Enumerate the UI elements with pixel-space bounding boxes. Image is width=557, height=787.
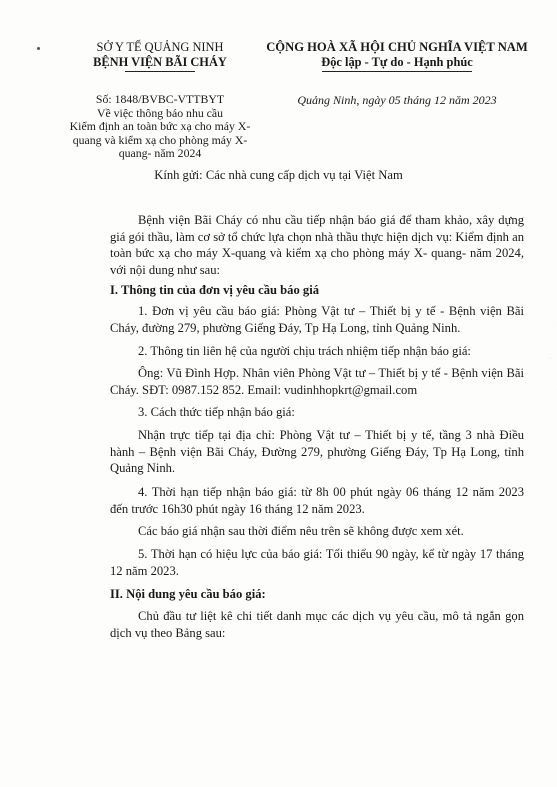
national-header xyxy=(262,40,532,72)
document-reference xyxy=(62,93,258,161)
department-name: SỞ Y TẾ QUẢNG NINH xyxy=(96,40,224,54)
greeting: Kính gửi: Các nhà cung cấp dịch vụ tại Việt Nam xyxy=(154,168,403,182)
stamp-edge xyxy=(543,322,557,392)
item-5: 5. Thời hạn có hiệu lực của báo giá: Tối thiểu 90 ngày, kể từ ngày 17 tháng 12 năm 2023. xyxy=(110,547,524,578)
country-name: CỘNG HOÀ XÃ HỘI CHỦ NGHĨA VIỆT NAM xyxy=(266,40,528,54)
svg-text:·: · xyxy=(549,355,552,362)
item-4-note: Các báo giá nhận sau thời điểm nêu trên sẽ không được xem xét. xyxy=(138,524,464,538)
item-3-detail: Nhận trực tiếp tại địa chỉ: Phòng Vật tư – Thiết bị y tế, tầng 3 nhà Điều hành – Bệnh viện Bãi Cháy, Đường 279, phường Giếng Đáy, Tp Hạ Long, tỉnh Quảng Ninh. xyxy=(110,428,524,476)
subject-line: quang- năm 2024 xyxy=(118,146,202,161)
subject-line: Kiểm định an toàn bức xạ cho máy X- xyxy=(69,119,251,134)
scan-speck xyxy=(37,47,40,50)
item-1: 1. Đơn vị yêu cầu báo giá: Phòng Vật tư – Thiết bị y tế - Bệnh viện Bãi Cháy, đường 279, phường Giếng Đáy, Tp Hạ Long, tỉnh Quảng Ninh. xyxy=(110,304,524,335)
issuer-header xyxy=(62,40,258,72)
national-motto: Độc lập - Tự do - Hạnh phúc xyxy=(321,55,473,69)
document-number: Số: 1848/BVBC-VTTBYT xyxy=(95,92,225,106)
hospital-name: BỆNH VIỆN BÃI CHÁY xyxy=(93,55,227,69)
item-3: 3. Cách thức tiếp nhận báo giá: xyxy=(138,405,295,419)
item-2-detail: Ông: Vũ Đình Hợp. Nhân viên Phòng Vật tư – Thiết bị y tế - Bệnh viện Bãi Cháy. SĐT: 0987.152 852. Email: vudinhhopkrt@gmail.com xyxy=(110,366,524,397)
section-2-heading: II. Nội dung yêu cầu báo giá: xyxy=(110,587,266,601)
section-2-text: Chủ đầu tư liệt kê chi tiết danh mục các dịch vụ yêu cầu, mô tả ngắn gọn dịch vụ theo Bảng sau: xyxy=(110,609,524,640)
intro-paragraph: Bệnh viện Bãi Cháy có nhu cầu tiếp nhận báo giá để tham khảo, xây dựng giá gói thầu, làm cơ sở tổ chức lựa chọn nhà thầu thực hiện dịch vụ: Kiểm định an toàn bức xạ cho máy X-quang và kiểm xạ cho phòng máy X- quang- năm 2024, với nội dung như sau: xyxy=(110,213,524,277)
subject-line: quang và kiểm xạ cho phòng máy X- xyxy=(72,132,248,147)
section-1-heading: I. Thông tin của đơn vị yêu cầu báo giá xyxy=(110,283,319,297)
item-2: 2. Thông tin liên hệ của người chịu trách nhiệm tiếp nhận báo giá: xyxy=(138,344,471,358)
item-4: 4. Thời hạn tiếp nhận báo giá: từ 8h 00 phút ngày 06 tháng 12 năm 2023 đến trước 16h30 phút ngày 16 tháng 12 năm 2023. xyxy=(110,485,524,516)
document-date: Quảng Ninh, ngày 05 tháng 12 năm 2023 xyxy=(297,93,497,107)
subject-line: Về việc thông báo nhu cầu xyxy=(96,105,224,120)
motto-underline xyxy=(322,71,472,72)
hospital-underline xyxy=(125,71,195,72)
